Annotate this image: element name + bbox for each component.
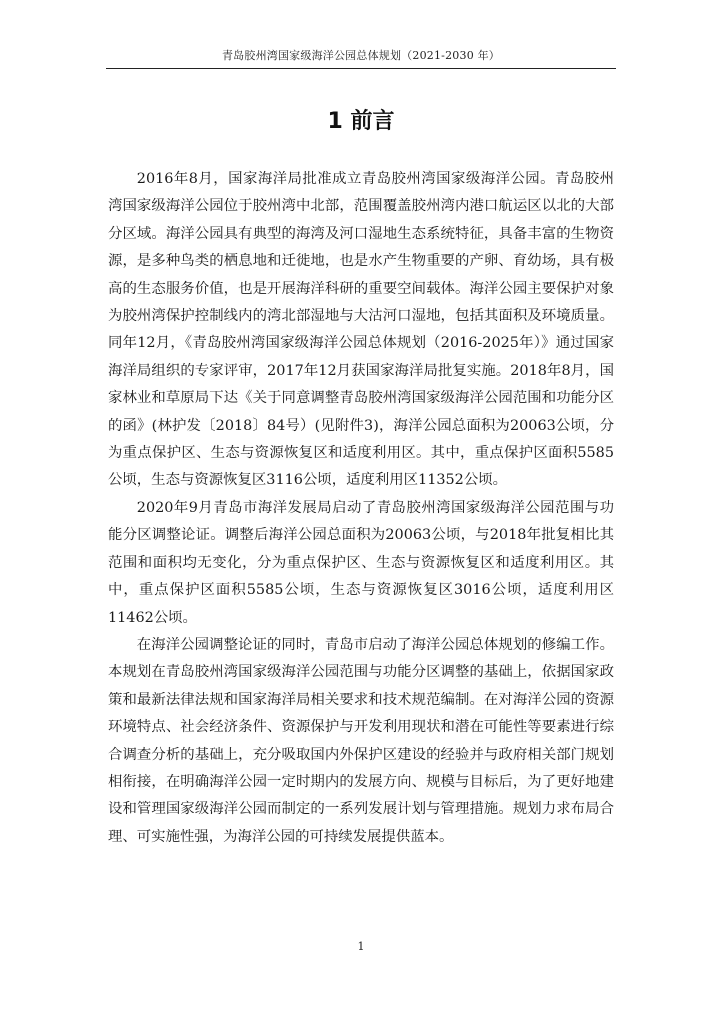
running-header: 青岛胶州湾国家级海洋公园总体规划（2021-2030 年） bbox=[221, 49, 500, 62]
paragraph-1: 2016年8月，国家海洋局批准成立青岛胶州湾国家级海洋公园。青岛胶州湾国家级海洋公园位于胶州湾中北部，范围覆盖胶州湾内港口航运区以北的大部分区域。海洋公园具有典型的海湾及河口湿地生态系统特征，具备丰富的生物资源，是多种鸟类的栖息地和迁徙地，也是水产生物重要的产卵、育幼场，具有极高的生态服务价值，也是开展海洋科研的重要空间载体。海洋公园主要保护对象为胶州湾保护控制线内的湾北部湿地与大沽河口湿地，包括其面积及环境质量。同年12月，《青岛胶州湾国家级海洋公园总体规划（2016-2025年）》通过国家海洋局组织的专家评审，2017年12月获国家海洋局批复实施。2018年8月，国家林业和草原局下达《关于同意调整青岛胶州湾国家级海洋公园范围和功能分区的函》(林护发〔2018〕84号）(见附件3)，海洋公园总面积为20063公顷，分为重点保护区、生态与资源恢复区和适度利用区。其中，重点保护区面积5585公顷，生态与资源恢复区3116公顷，适度利用区11352公顷。 bbox=[108, 171, 614, 489]
paragraph-2: 2020年9月青岛市海洋发展局启动了青岛胶州湾国家级海洋公园范围与功能分区调整论证。调整后海洋公园总面积为20063公顷，与2018年批复相比其范围和面积均无变化，分为重点保护区、生态与资源恢复区和适度利用区。其中，重点保护区面积5585公顷，生态与资源恢复区3016公顷，适度利用区11462公顷。 bbox=[108, 499, 614, 626]
paragraph-3: 在海洋公园调整论证的同时，青岛市启动了海洋公园总体规划的修编工作。本规划在青岛胶州湾国家级海洋公园范围与功能分区调整的基础上，依据国家政策和最新法律法规和国家海洋局相关要求和技术规范编制。在对海洋公园的资源环境特点、社会经济条件、资源保护与开发利用现状和潜在可能性等要素进行综合调查分析的基础上，充分吸取国内外保护区建设的经验并与政府相关部门规划相衔接，在明确海洋公园一定时期内的发展方向、规模与目标后，为了更好地建设和管理国家级海洋公园而制定的一系列发展计划与管理措施。规划力求布局合理、可实施性强，为海洋公园的可持续发展提供蓝本。 bbox=[108, 636, 614, 845]
chapter-title: 1 前言 bbox=[327, 109, 395, 134]
page-number: 1 bbox=[357, 940, 365, 953]
header-rule bbox=[106, 68, 616, 69]
body-text bbox=[108, 166, 614, 851]
